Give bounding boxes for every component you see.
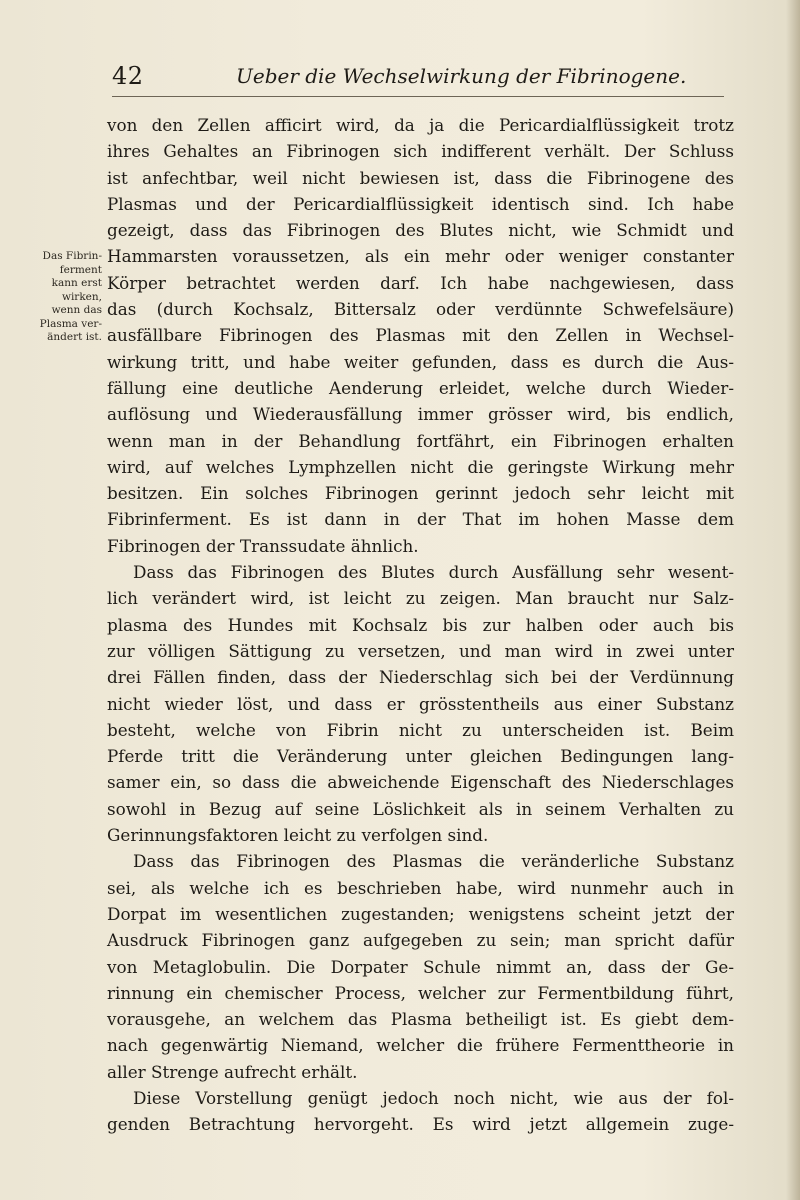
margin-note-line: ändert ist.	[47, 331, 102, 343]
text-line: besitzen. Ein solches Fibrinogen gerinnt jedoch sehr leicht mit	[107, 483, 734, 504]
text-line: nicht wieder löst, und dass er grösstentheils aus einer Substanz	[107, 693, 734, 714]
text-line: ist anfechtbar, weil nicht bewiesen ist, dass die Fibrinogene des	[107, 167, 734, 188]
text-line: gezeigt, dass das Fibrinogen des Blutes nicht, wie Schmidt und	[107, 220, 734, 241]
margin-note-line: ferment	[59, 263, 102, 276]
margin-note-line: Plasma ver-	[39, 317, 102, 330]
margin-note-line: kann erst	[51, 277, 102, 289]
text-line: rinnung ein chemischer Process, welcher zur Fermentbildung führt,	[107, 982, 734, 1003]
text-line: Diese Vorstellung genügt jedoch noch nicht, wie aus der fol-	[133, 1087, 734, 1108]
header-rule	[112, 96, 724, 97]
text-line: besteht, welche von Fibrin nicht zu unterscheiden ist. Beim	[107, 719, 734, 740]
margin-note-line: wenn das	[51, 304, 102, 316]
text-line: von Metaglobulin. Die Dorpater Schule nimmt an, dass der Ge-	[107, 956, 734, 977]
text-line: ausfällbare Fibrinogen des Plasmas mit den Zellen in Wechsel-	[107, 325, 734, 346]
text-line: Plasmas und der Pericardialflüssigkeit identisch sind. Ich habe	[107, 193, 734, 214]
text-line: nach gegenwärtig Niemand, welcher die frühere Fermenttheorie in	[107, 1035, 734, 1056]
text-line: wenn man in der Behandlung fortfährt, ein Fibrinogen erhalten	[107, 430, 734, 451]
text-line: wird, auf welches Lymphzellen nicht die geringste Wirkung mehr	[107, 456, 734, 477]
text-line: Gerinnungsfaktoren leicht zu verfolgen sind.	[107, 825, 489, 846]
page-header	[112, 62, 732, 92]
text-line: von den Zellen afficirt wird, da ja die Pericardialflüssigkeit trotz	[107, 115, 734, 135]
running-title: Ueber die Wechselwirkung der Fibrinogene.	[236, 64, 687, 88]
text-line: auflösung und Wiederausfällung immer grösser wird, bis endlich,	[107, 404, 734, 425]
text-line: wirkung tritt, und habe weiter gefunden, dass es durch die Aus-	[107, 351, 734, 372]
text-line: drei Fällen finden, dass der Niederschlag sich bei der Verdünnung	[107, 667, 734, 688]
text-line: Fibrinogen der Transsudate ähnlich.	[107, 535, 419, 556]
text-line: lich verändert wird, ist leicht zu zeigen. Man braucht nur Salz-	[107, 588, 734, 609]
text-line: das (durch Kochsalz, Bittersalz oder verdünnte Schwefelsäure)	[107, 299, 734, 320]
text-line: Fibrinferment. Es ist dann in der That im hohen Masse dem	[107, 509, 734, 530]
text-line: Pferde tritt die Veränderung unter gleichen Bedingungen lang-	[107, 746, 734, 767]
margin-note	[4, 250, 102, 345]
text-line: Körper betrachtet werden darf. Ich habe nachgewiesen, dass	[107, 272, 734, 293]
text-line: Dorpat im wesentlichen zugestanden; wenigstens scheint jetzt der	[107, 903, 734, 924]
text-line: fällung eine deutliche Aenderung erleidet, welche durch Wieder-	[107, 377, 734, 398]
text-line: vorausgehe, an welchem das Plasma betheiligt ist. Es giebt dem-	[107, 1009, 734, 1030]
text-line: aller Strenge aufrecht erhält.	[107, 1061, 358, 1082]
text-line: sei, als welche ich es beschrieben habe, wird nunmehr auch in	[107, 877, 734, 898]
text-line: Ausdruck Fibrinogen ganz aufgegeben zu sein; man spricht dafür	[107, 930, 734, 951]
margin-note-line: wirken,	[61, 290, 102, 303]
text-line: Dass das Fibrinogen des Blutes durch Ausfällung sehr wesent-	[133, 562, 734, 583]
text-line: sowohl in Bezug auf seine Löslichkeit als in seinem Verhalten zu	[107, 798, 734, 819]
body-text	[107, 112, 734, 1138]
text-line: zur völligen Sättigung zu versetzen, und man wird in zwei unter	[107, 640, 734, 661]
text-line: Hammarsten voraussetzen, als ein mehr oder weniger constanter	[107, 246, 734, 267]
text-line: samer ein, so dass die abweichende Eigenschaft des Niederschlages	[107, 772, 734, 793]
text-line: ihres Gehaltes an Fibrinogen sich indifferent verhält. Der Schluss	[107, 141, 734, 162]
text-line: Dass das Fibrinogen des Plasmas die veränderliche Substanz	[133, 851, 734, 872]
margin-note-line: Das Fibrin-	[42, 250, 102, 262]
page-edge-shadow	[786, 0, 800, 1200]
text-line: genden Betrachtung hervorgeht. Es wird jetzt allgemein zuge-	[107, 1114, 734, 1135]
text-line: plasma des Hundes mit Kochsalz bis zur halben oder auch bis	[107, 614, 734, 635]
page-number: 42	[112, 62, 144, 90]
